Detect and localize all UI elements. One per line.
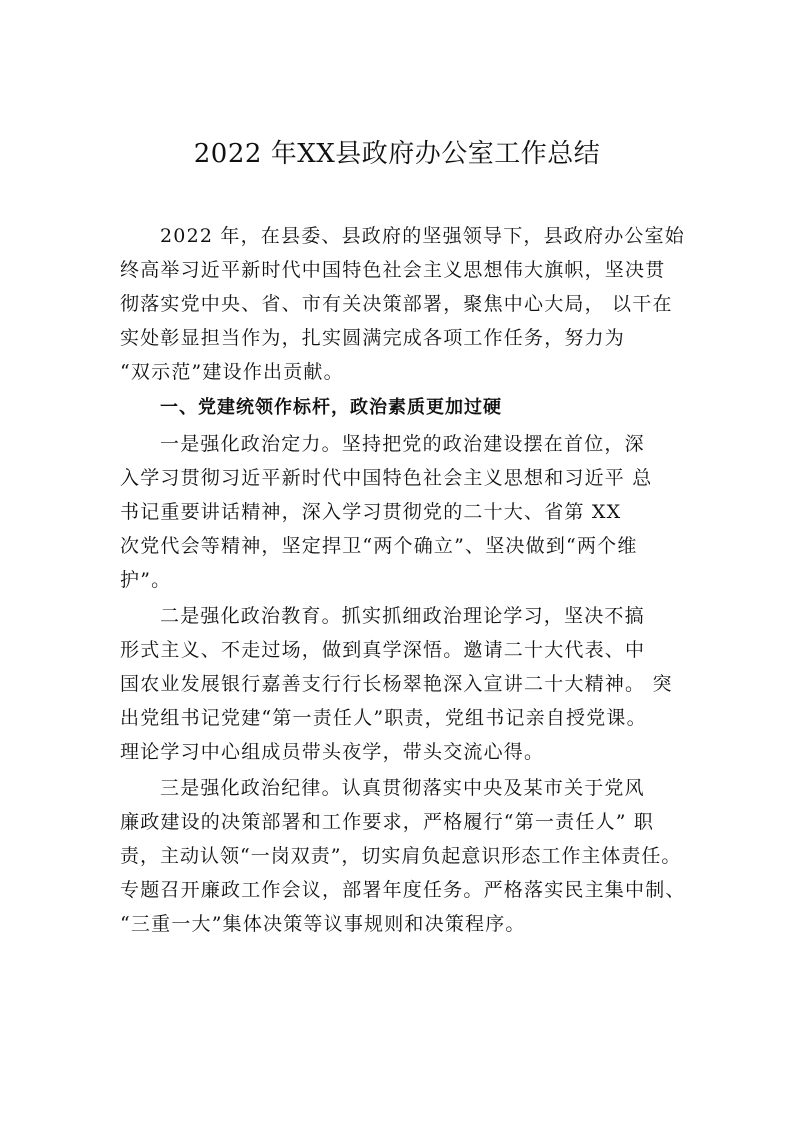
para2-line-5: 理论学习中心组成员带头夜学，带头交流心得。 [120,741,545,763]
intro-line-2: 终高举习近平新时代中国特色社会主义思想伟大旗帜，坚决贯 [120,259,666,281]
para1-line-3: 书记重要讲话精神，深入学习贯彻党的二十大、省第 XX [120,501,622,523]
intro-line-4: 实处彰显担当作为，扎实圆满完成各项工作任务，努力为 [120,327,626,349]
para2-line-3: 国农业发展银行嘉善支行行长杨翠艳深入宣讲二十大精神。 突 [120,673,673,695]
para3-line-5: “三重一大”集体决策等议事规则和决策程序。 [120,913,526,935]
para1-line-4: 次党代会等精神，坚定捍卫“两个确立”、坚决做到“两个维 [120,535,638,557]
para2-line-2: 形式主义、不走过场，做到真学深悟。邀请二十大代表、中 [120,639,646,661]
para3-line-1: 三是强化政治纪律。认真贯彻落实中央及某市关于党风 [160,777,645,799]
para2-line-1: 二是强化政治教育。抓实抓细政治理论学习，坚决不搞 [160,605,645,627]
para1-line-2: 入学习贯彻习近平新时代中国特色社会主义思想和习近平 总 [120,467,653,489]
intro-line-3: 彻落实党中央、省、市有关决策部署，聚焦中心大局， 以干在 [120,293,673,315]
para1-line-5: 护”。 [120,569,172,591]
section-heading-1: 一、党建统领作标杆，政治素质更加过硬 [160,397,502,418]
para2-line-4: 出党组书记党建“第一责任人”职责，党组书记亲自授党课。 [120,707,647,729]
intro-line-1: 2022 年，在县委、县政府的坚强领导下，县政府办公室始 [160,225,685,247]
para3-line-4: 专题召开廉政工作会议，部署年度任务。严格落实民主集中制、 [120,879,686,901]
para3-line-3: 责，主动认领“一岗双责”，切实肩负起意识形态工作主体责任。 [120,845,682,867]
para1-line-1: 一是强化政治定力。坚持把党的政治建设摆在首位，深 [160,433,645,455]
intro-line-5: “双示范”建设作出贡献。 [120,361,344,383]
para3-line-2: 廉政建设的决策部署和工作要求，严格履行“第一责任人” 职 [120,811,655,833]
document-title: 2022 年XX县政府办公室工作总结 [193,139,601,169]
